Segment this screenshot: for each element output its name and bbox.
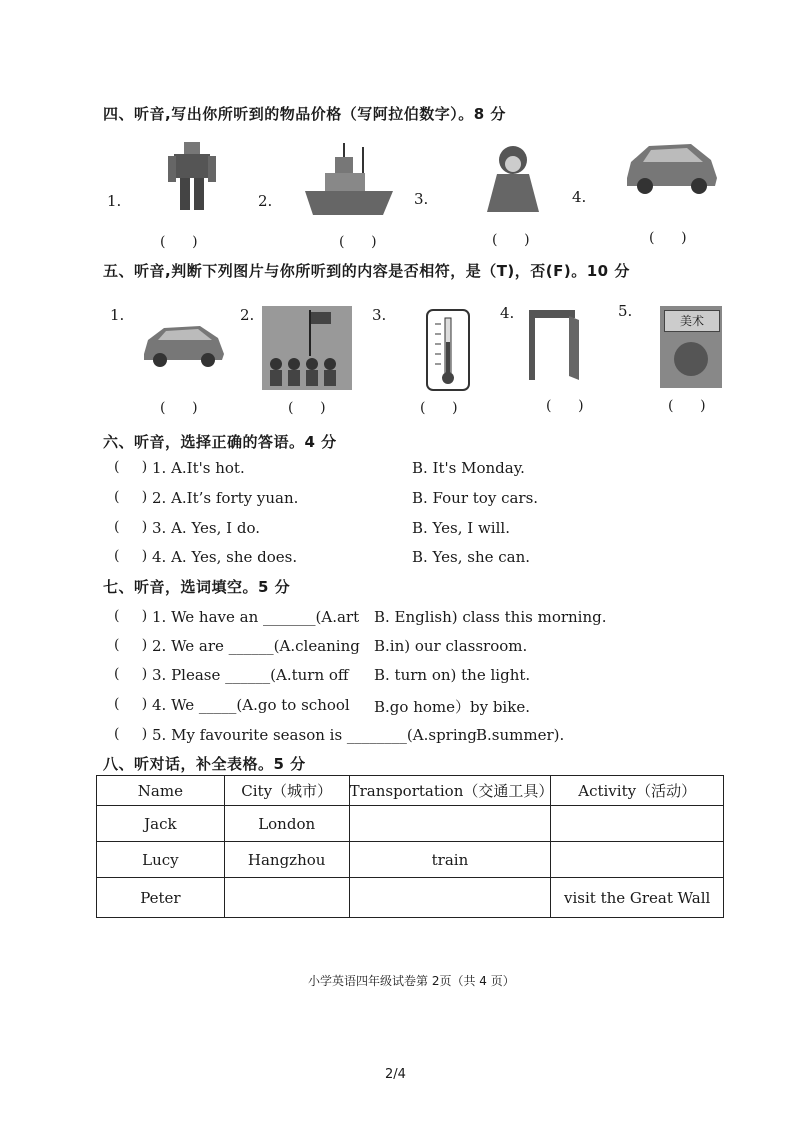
cell-name: Peter: [97, 878, 225, 918]
section-7-title: 七、听音，选词填空。5 分: [103, 578, 291, 596]
art-book-icon: [660, 306, 722, 388]
sec5-item-3-number: 3.: [372, 306, 387, 324]
section-5-title: 五、听音,判断下列图片与你所听到的内容是否相符，是（T)，否(F)。10 分: [103, 262, 630, 280]
cell-transportation[interactable]: [349, 806, 551, 842]
header-name: Name: [97, 776, 225, 806]
sec7-q4-paren[interactable]: ( ): [114, 696, 148, 712]
sec5-item-2-answer[interactable]: ( ): [288, 400, 326, 416]
page-number: 2/4: [385, 1067, 406, 1082]
cell-transportation: train: [349, 842, 551, 878]
table-header-row: [97, 776, 724, 806]
sec5-item-5-answer[interactable]: ( ): [668, 398, 706, 414]
sec5-item-1-number: 1.: [110, 306, 125, 324]
thermometer-icon: [425, 308, 471, 392]
sec7-q4-text: 4. We _____(A.go to school: [152, 696, 350, 714]
sec7-q5-paren[interactable]: ( ): [114, 726, 148, 742]
sec5-item-4-answer[interactable]: ( ): [546, 398, 584, 414]
cell-name: Lucy: [97, 842, 225, 878]
cell-name: Jack: [97, 806, 225, 842]
sec5-item-3-answer[interactable]: ( ): [420, 400, 458, 416]
sec6-q2-option-a: 2. A.It’s forty yuan.: [152, 489, 299, 507]
sec6-q3-option-b: B. Yes, I will.: [412, 519, 510, 537]
sec6-q4-paren[interactable]: ( ): [114, 548, 148, 564]
cell-activity: visit the Great Wall: [551, 878, 724, 918]
sec7-q4-option-b: B.go home）by bike.: [374, 698, 530, 716]
sec7-q2-paren[interactable]: ( ): [114, 637, 148, 653]
sec6-q1-option-a: 1. A.It's hot.: [152, 459, 245, 477]
section-8-title: 八、听对话，补全表格。5 分: [103, 755, 306, 773]
sec4-item-1-number: 1.: [107, 192, 122, 210]
sec6-q1-paren[interactable]: ( ): [114, 459, 148, 475]
sec6-q3-paren[interactable]: ( ): [114, 519, 148, 535]
table-row: [97, 878, 724, 918]
sec7-q5-text: 5. My favourite season is ________(A.spring: [152, 726, 477, 744]
table-row: [97, 842, 724, 878]
car-icon: [140, 320, 226, 368]
sec4-item-4-number: 4.: [572, 188, 587, 206]
sec7-q2-text: 2. We are ______(A.cleaning: [152, 637, 360, 655]
page-footer: 小学英语四年级试卷第 2页（共 4 页）: [308, 974, 515, 988]
door-icon: [523, 306, 581, 382]
cell-activity[interactable]: [551, 806, 724, 842]
sec4-item-4-answer[interactable]: ( ): [649, 230, 687, 246]
cell-city: Hangzhou: [224, 842, 349, 878]
cell-city[interactable]: [224, 878, 349, 918]
sec7-q3-paren[interactable]: ( ): [114, 666, 148, 682]
flag-raising-icon: [262, 306, 352, 390]
sec4-item-2-number: 2.: [258, 192, 273, 210]
sec5-item-2-number: 2.: [240, 306, 255, 324]
section-4-title: 四、听音,写出你所听到的物品价格（写阿拉伯数字）。8 分: [103, 105, 506, 123]
sec5-item-1-answer[interactable]: ( ): [160, 400, 198, 416]
sec7-q1-paren[interactable]: ( ): [114, 608, 148, 624]
robot-icon: [166, 140, 218, 212]
cell-city: London: [224, 806, 349, 842]
header-activity: Activity（活动）: [551, 776, 724, 806]
sec7-q2-option-b: B.in) our classroom.: [374, 637, 528, 655]
sec7-q1-text: 1. We have an _______(A.art: [152, 608, 360, 626]
section-6-title: 六、听音，选择正确的答语。4 分: [103, 433, 337, 451]
header-city: City（城市）: [224, 776, 349, 806]
table-row: [97, 806, 724, 842]
cell-transportation[interactable]: [349, 878, 551, 918]
car-icon: [623, 138, 719, 196]
sec6-q4-option-a: 4. A. Yes, she does.: [152, 548, 298, 566]
sec6-q2-paren[interactable]: ( ): [114, 489, 148, 505]
sec5-item-5-number: 5.: [618, 302, 633, 320]
doll-icon: [485, 142, 541, 214]
sec7-q1-option-b: B. English) class this morning.: [374, 608, 607, 626]
sec6-q3-option-a: 3. A. Yes, I do.: [152, 519, 260, 537]
sec6-q4-option-b: B. Yes, she can.: [412, 548, 531, 566]
sec7-q5-option-b: B.summer).: [476, 726, 565, 744]
sec4-item-1-answer[interactable]: ( ): [160, 234, 198, 250]
header-transportation: Transportation（交通工具）: [349, 776, 551, 806]
activity-table: [96, 775, 724, 918]
art-book-label: 美术: [664, 310, 720, 332]
sec6-q2-option-b: B. Four toy cars.: [412, 489, 539, 507]
sec6-q1-option-b: B. It's Monday.: [412, 459, 525, 477]
cell-activity[interactable]: [551, 842, 724, 878]
sec4-item-3-number: 3.: [414, 190, 429, 208]
sec4-item-2-answer[interactable]: ( ): [339, 234, 377, 250]
sec7-q3-option-b: B. turn on) the light.: [374, 666, 531, 684]
sec4-item-3-answer[interactable]: ( ): [492, 232, 530, 248]
ship-icon: [303, 143, 395, 219]
sec7-q3-text: 3. Please ______(A.turn off: [152, 666, 349, 684]
sec5-item-4-number: 4.: [500, 304, 515, 322]
